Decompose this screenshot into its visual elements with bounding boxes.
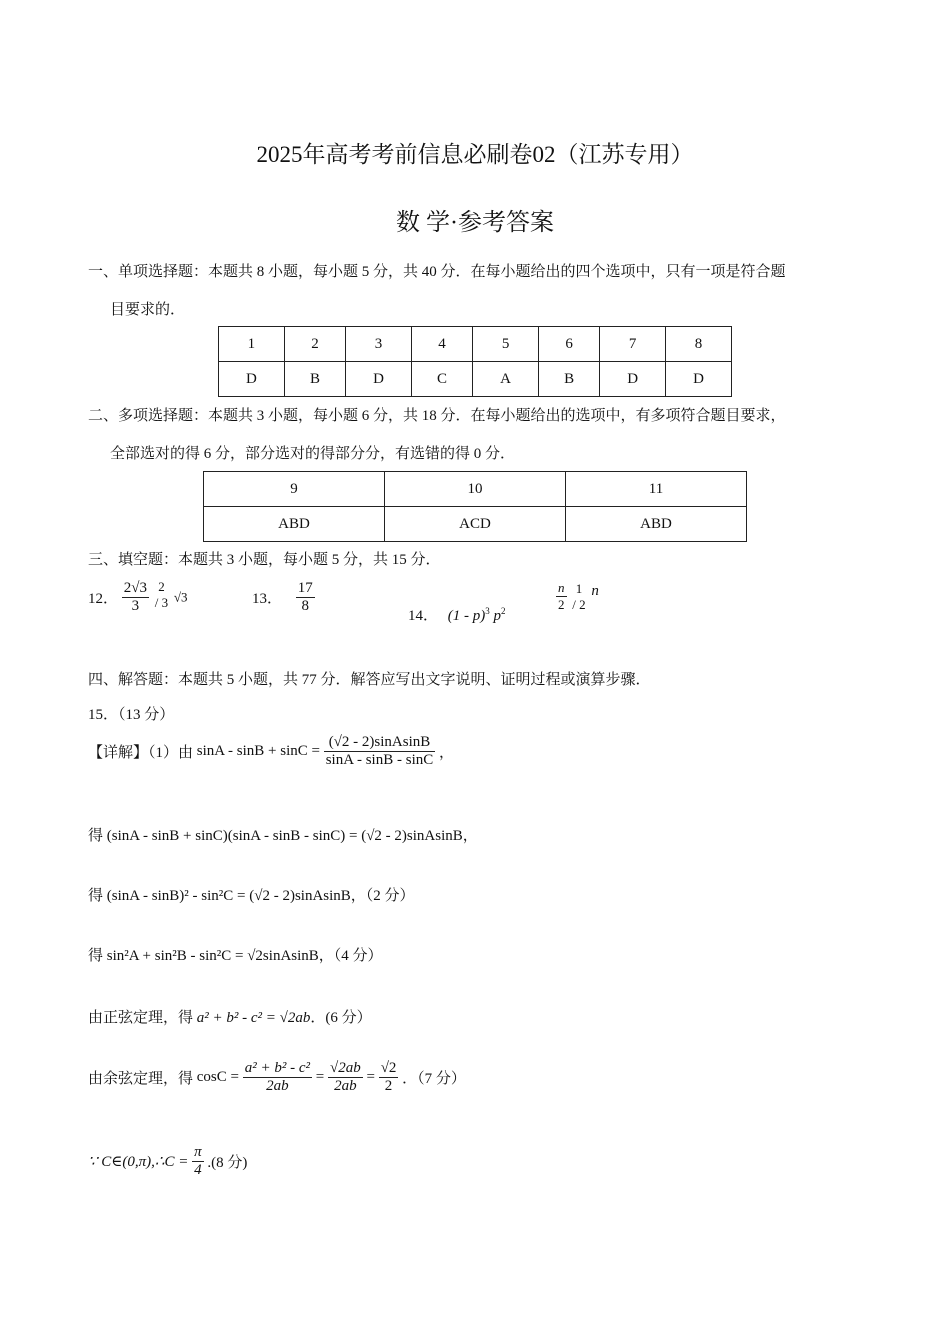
table-row bbox=[204, 507, 747, 542]
de-label: 得 bbox=[88, 828, 104, 844]
solution-line-1 bbox=[88, 734, 454, 769]
solution-line-3 bbox=[88, 884, 415, 905]
solution-line-4 bbox=[88, 944, 383, 965]
line3-score: ，（2 分） bbox=[350, 888, 415, 904]
answer-14 bbox=[408, 604, 506, 625]
paper-title: 2025年高考考前信息必刷卷02（江苏专用） bbox=[256, 142, 694, 167]
section1-heading-cont: 目要求的． bbox=[110, 302, 186, 318]
fraction-numerator: n bbox=[558, 580, 565, 595]
answer-14-second bbox=[556, 580, 599, 613]
answer-14b-alt bbox=[570, 581, 587, 613]
solution-line-2 bbox=[88, 824, 478, 845]
equals-sign: = bbox=[315, 1069, 325, 1085]
answer-12 bbox=[88, 580, 188, 615]
fraction-denominator: sinA - sinB - sinC bbox=[325, 752, 434, 768]
table-row bbox=[219, 362, 732, 397]
line7-score: .(8 分) bbox=[207, 1155, 248, 1171]
section4-heading: 四、解答题：本题共 5 小题，共 77 分．解答应写出文字说明、证明过程或演算步骤． bbox=[88, 672, 651, 688]
line1-lhs: sinA - sinB + sinC = bbox=[196, 743, 320, 759]
answer-14-label: 14． bbox=[408, 608, 439, 624]
line5-prefix: 由正弦定理，得 bbox=[88, 1010, 194, 1026]
table-row bbox=[204, 472, 747, 507]
line6-lhs: cosC = bbox=[196, 1069, 239, 1085]
answer-12-label: 12． bbox=[88, 591, 119, 607]
section2-heading-cont: 全部选对的得 6 分，部分选对的得部分分，有选错的得 0 分． bbox=[110, 446, 516, 462]
fraction-denominator: 2 bbox=[558, 597, 565, 612]
fraction-numerator: (√2 - 2)sinAsinB bbox=[324, 734, 436, 752]
fraction-denominator: 4 bbox=[194, 1162, 202, 1178]
detail-label: 【详解】（1）由 bbox=[88, 745, 194, 761]
de-label: 得 bbox=[88, 948, 104, 964]
line2-expr: (sinA - sinB + sinC)(sinA - sinB - sinC) = (√2 - 2)sinAsinB bbox=[106, 828, 463, 844]
answer-14-exp3: 3 bbox=[485, 606, 490, 616]
table-cell: 1 bbox=[219, 327, 285, 362]
solution-line-6 bbox=[88, 1060, 466, 1095]
answer-14b-fraction bbox=[556, 580, 567, 613]
section1-heading: 一、单项选择题：本题共 8 小题，每小题 5 分，共 40 分．在每小题给出的四个选项中，只有一项是符合题 bbox=[88, 264, 786, 280]
line6-fraction-3 bbox=[379, 1060, 399, 1095]
fraction-denominator: 3 bbox=[131, 598, 140, 614]
fraction-numerator: π bbox=[194, 1144, 202, 1160]
alt-denominator: / 2 bbox=[572, 596, 586, 612]
line1-tail: ， bbox=[439, 745, 455, 761]
table-cell: 6 bbox=[539, 327, 600, 362]
table-row bbox=[219, 327, 732, 362]
table-cell: ACD bbox=[385, 507, 566, 542]
line6-score: ．（7 分） bbox=[402, 1071, 466, 1087]
question-15-label: 15．（13 分） bbox=[88, 707, 175, 723]
de-label: 得 bbox=[88, 888, 104, 904]
alt-denominator: / 3 bbox=[154, 594, 169, 610]
answer-13-label: 13． bbox=[252, 591, 283, 607]
answer-14b-tail: n bbox=[591, 583, 599, 599]
answer-14-expr: (1 - p) bbox=[447, 608, 486, 624]
table-cell: 9 bbox=[204, 472, 385, 507]
answer-13-fraction bbox=[296, 580, 315, 615]
table-cell: 11 bbox=[566, 472, 747, 507]
table-cell: B bbox=[539, 362, 600, 397]
fraction-numerator: 17 bbox=[297, 580, 313, 596]
alt-numerator: 2 bbox=[158, 578, 165, 594]
table-cell: 3 bbox=[346, 327, 412, 362]
answer-12-alt bbox=[153, 579, 170, 611]
table-cell: ABD bbox=[566, 507, 747, 542]
line6-fraction-2 bbox=[328, 1060, 363, 1095]
table-cell: 2 bbox=[284, 327, 345, 362]
table-cell: 4 bbox=[411, 327, 472, 362]
line7-fraction bbox=[192, 1144, 204, 1179]
line4-score: ，（4 分） bbox=[318, 948, 383, 964]
solution-line-5 bbox=[88, 1006, 372, 1027]
answer-12-alt-tail: √3 bbox=[173, 589, 188, 605]
table-cell: 5 bbox=[473, 327, 539, 362]
answer-12-fraction bbox=[122, 580, 149, 615]
fraction-denominator: 2ab bbox=[334, 1078, 357, 1094]
line6-prefix: 由余弦定理，得 bbox=[88, 1071, 194, 1087]
line5-expr: a² + b² - c² = √2ab bbox=[196, 1010, 311, 1026]
section3-heading: 三、填空题：本题共 3 小题，每小题 5 分，共 15 分． bbox=[88, 552, 441, 568]
table-cell: 10 bbox=[385, 472, 566, 507]
fraction-denominator: 2 bbox=[384, 1078, 393, 1094]
line2-tail: ， bbox=[462, 828, 478, 844]
table-cell: 8 bbox=[666, 327, 732, 362]
fraction-numerator: a² + b² - c² bbox=[244, 1060, 311, 1076]
single-choice-answer-table bbox=[218, 326, 732, 397]
answer-13 bbox=[252, 580, 315, 615]
table-cell: ABD bbox=[204, 507, 385, 542]
fraction-denominator: 2ab bbox=[266, 1078, 289, 1094]
table-cell: C bbox=[411, 362, 472, 397]
line7-expr: ∵ C∈(0,π),∴C = bbox=[88, 1154, 189, 1170]
table-cell: D bbox=[346, 362, 412, 397]
table-cell: 7 bbox=[600, 327, 666, 362]
fraction-numerator: √2ab bbox=[329, 1060, 361, 1076]
table-cell: B bbox=[284, 362, 345, 397]
alt-numerator: 1 bbox=[575, 580, 583, 596]
fraction-numerator: √2 bbox=[380, 1060, 397, 1076]
paper-subtitle: 数 学·参考答案 bbox=[396, 210, 554, 236]
line5-score: ．(6 分） bbox=[310, 1010, 372, 1026]
table-cell: A bbox=[473, 362, 539, 397]
section2-heading: 二、多项选择题：本题共 3 小题，每小题 6 分，共 18 分．在每小题给出的选项中，有多项符合题目要求， bbox=[88, 408, 786, 424]
fraction-denominator: 8 bbox=[301, 598, 310, 614]
line1-fraction bbox=[324, 734, 436, 769]
equals-sign: = bbox=[366, 1069, 375, 1085]
answer-14-exp2: 2 bbox=[501, 606, 506, 616]
line3-expr: (sinA - sinB)² - sin²C = (√2 - 2)sinAsinB bbox=[106, 888, 351, 904]
solution-line-7 bbox=[88, 1144, 247, 1179]
table-cell: D bbox=[600, 362, 666, 397]
line6-fraction-1 bbox=[243, 1060, 312, 1095]
table-cell: D bbox=[219, 362, 285, 397]
multi-choice-answer-table bbox=[203, 471, 747, 542]
answer-14-p: p bbox=[493, 608, 502, 624]
table-cell: D bbox=[666, 362, 732, 397]
line4-expr: sin²A + sin²B - sin²C = √2sinAsinB bbox=[106, 948, 319, 964]
fraction-numerator: 2√3 bbox=[123, 580, 147, 596]
